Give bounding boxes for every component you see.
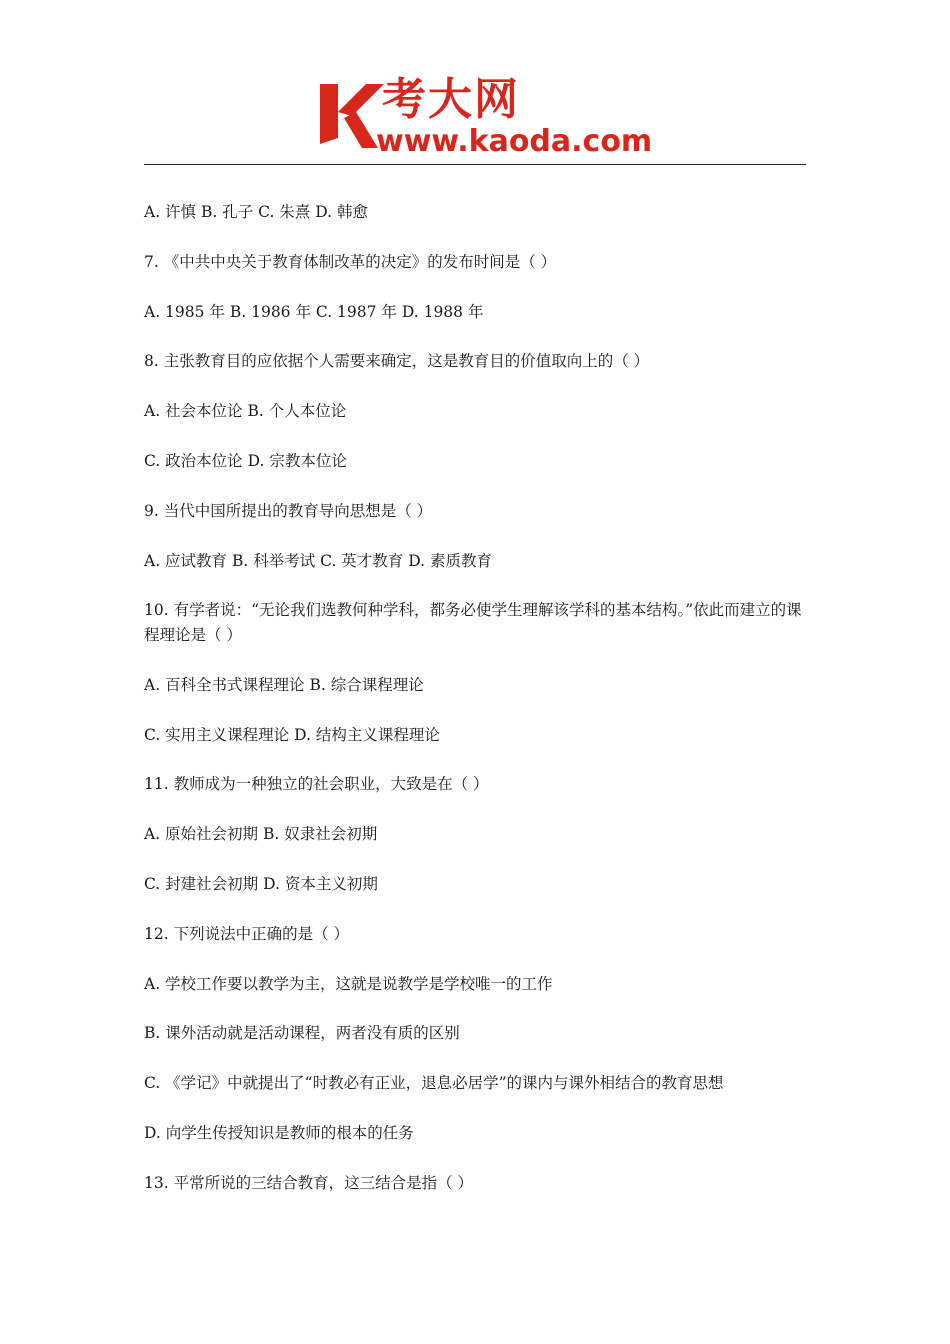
answer-options-q10-cd: C. 实用主义课程理论 D. 结构主义课程理论	[144, 726, 440, 744]
question-12: 12. 下列说法中正确的是（ ）	[144, 925, 350, 943]
answer-options-q10-ab: A. 百科全书式课程理论 B. 综合课程理论	[144, 676, 424, 694]
answer-options-q7: A. 1985 年 B. 1986 年 C. 1987 年 D. 1988 年	[144, 303, 484, 321]
answer-options-q8-ab: A. 社会本位论 B. 个人本位论	[144, 402, 347, 420]
answer-option-q12-c: C. 《学记》中就提出了“时教必有正业，退息必居学”的课内与课外相结合的教育思想	[144, 1074, 724, 1092]
question-11: 11. 教师成为一种独立的社会职业，大致是在（ ）	[144, 775, 489, 793]
question-9: 9. 当代中国所提出的教育导向思想是（ ）	[144, 502, 433, 520]
answer-option-q12-a: A. 学校工作要以教学为主，这就是说教学是学校唯一的工作	[144, 975, 553, 993]
question-8: 8. 主张教育目的应依据个人需要来确定，这是教育目的价值取向上的（ ）	[144, 352, 650, 370]
answer-option-q12-b: B. 课外活动就是活动课程，两者没有质的区别	[144, 1024, 460, 1042]
question-10: 10. 有学者说：“无论我们选教何种学科，都务必使学生理解该学科的基本结构。”依此而建立的课程理论是（ ）	[144, 601, 802, 644]
answer-options-q11-cd: C. 封建社会初期 D. 资本主义初期	[144, 875, 378, 893]
kaoda-logo[interactable]	[316, 74, 653, 162]
answer-options-q11-ab: A. 原始社会初期 B. 奴隶社会初期	[144, 825, 378, 843]
answer-options-q9: A. 应试教育 B. 科举考试 C. 英才教育 D. 素质教育	[144, 552, 492, 570]
question-13: 13. 平常所说的三结合教育，这三结合是指（ ）	[144, 1174, 474, 1192]
logo-url-text: www.kaoda.com	[376, 124, 653, 159]
question-7: 7. 《中共中央关于教育体制改革的决定》的发布时间是（ ）	[144, 253, 557, 271]
header-divider	[144, 164, 806, 165]
answer-options-q6: A. 许慎 B. 孔子 C. 朱熹 D. 韩愈	[144, 203, 368, 221]
logo-chinese-text: 考大网	[382, 74, 520, 125]
answer-option-q12-d: D. 向学生传授知识是教师的根本的任务	[144, 1124, 414, 1142]
answer-options-q8-cd: C. 政治本位论 D. 宗教本位论	[144, 452, 347, 470]
